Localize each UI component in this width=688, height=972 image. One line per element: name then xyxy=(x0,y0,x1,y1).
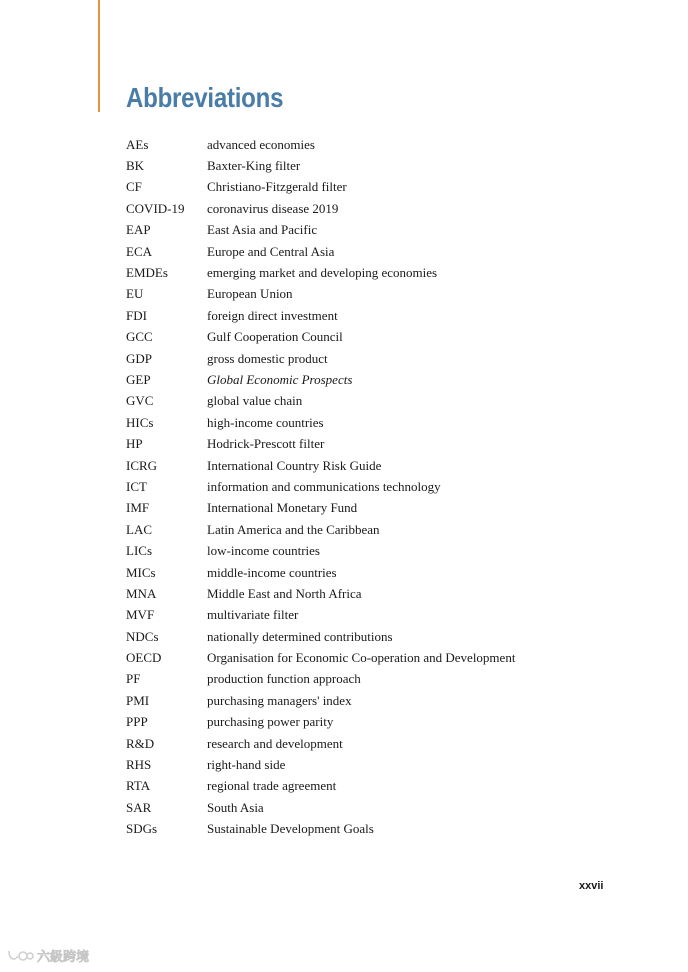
abbreviation-term: HP xyxy=(126,436,143,452)
abbreviation-row xyxy=(126,712,626,733)
abbreviation-row xyxy=(126,583,626,604)
abbreviation-definition: regional trade agreement xyxy=(207,778,337,794)
abbreviation-row xyxy=(126,455,626,476)
abbreviation-definition: middle-income countries xyxy=(207,564,337,580)
abbreviation-definition: Sustainable Development Goals xyxy=(207,821,374,837)
abbreviation-row xyxy=(126,305,626,326)
abbreviation-term: EAP xyxy=(126,222,151,238)
abbreviation-definition: nationally determined contributions xyxy=(207,628,393,644)
abbreviation-row xyxy=(126,284,626,305)
abbreviation-definition: Global Economic Prospects xyxy=(207,371,353,387)
abbreviation-row xyxy=(126,562,626,583)
accent-rule xyxy=(98,0,100,112)
abbreviation-term: AEs xyxy=(126,136,149,152)
abbreviation-term: OECD xyxy=(126,650,162,666)
abbreviation-row xyxy=(126,327,626,348)
abbreviation-term: GVC xyxy=(126,393,154,409)
abbreviation-row xyxy=(126,177,626,198)
abbreviation-definition: global value chain xyxy=(207,393,303,409)
abbreviation-definition: Christiano-Fitzgerald filter xyxy=(207,179,347,195)
abbreviation-term: LICs xyxy=(126,543,152,559)
abbreviation-term: PPP xyxy=(126,714,148,730)
abbreviation-definition: South Asia xyxy=(207,799,264,815)
abbreviation-row xyxy=(126,391,626,412)
abbreviation-row xyxy=(126,647,626,668)
abbreviations-list xyxy=(126,134,626,840)
abbreviation-row xyxy=(126,262,626,283)
abbreviation-row xyxy=(126,498,626,519)
abbreviation-term: CF xyxy=(126,179,142,195)
page-number: xxvii xyxy=(579,880,604,892)
abbreviation-definition: International Country Risk Guide xyxy=(207,457,382,473)
abbreviation-definition: information and communications technology xyxy=(207,478,441,494)
abbreviation-row xyxy=(126,797,626,818)
abbreviation-term: HICs xyxy=(126,414,154,430)
abbreviation-row xyxy=(126,605,626,626)
abbreviation-row xyxy=(126,776,626,797)
abbreviation-term: IMF xyxy=(126,500,150,516)
abbreviation-term: ECA xyxy=(126,243,152,259)
abbreviation-term: GEP xyxy=(126,371,151,387)
abbreviation-definition: purchasing power parity xyxy=(207,714,334,730)
abbreviation-definition: Europe and Central Asia xyxy=(207,243,335,259)
abbreviation-row xyxy=(126,733,626,754)
watermark xyxy=(6,946,89,965)
abbreviation-row xyxy=(126,626,626,647)
abbreviation-row xyxy=(126,134,626,155)
abbreviation-definition: Hodrick-Prescott filter xyxy=(207,436,325,452)
abbreviation-definition: production function approach xyxy=(207,671,361,687)
watermark-logo-icon xyxy=(6,948,34,964)
abbreviation-term: BK xyxy=(126,158,145,174)
abbreviation-definition: Latin America and the Caribbean xyxy=(207,521,380,537)
abbreviation-row xyxy=(126,819,626,840)
abbreviation-definition: coronavirus disease 2019 xyxy=(207,200,339,216)
abbreviation-term: LAC xyxy=(126,521,152,537)
abbreviation-row xyxy=(126,412,626,433)
abbreviation-term: ICRG xyxy=(126,457,158,473)
page-title: Abbreviations xyxy=(126,82,284,113)
abbreviation-definition: European Union xyxy=(207,286,293,302)
abbreviation-term: SDGs xyxy=(126,821,158,837)
abbreviation-definition: emerging market and developing economies xyxy=(207,265,438,281)
abbreviation-row xyxy=(126,754,626,775)
abbreviation-definition: Gulf Cooperation Council xyxy=(207,329,343,345)
abbreviation-row xyxy=(126,669,626,690)
abbreviation-row xyxy=(126,540,626,561)
abbreviation-term: PF xyxy=(126,671,141,687)
abbreviation-row xyxy=(126,220,626,241)
abbreviation-definition: research and development xyxy=(207,735,343,751)
abbreviation-row xyxy=(126,519,626,540)
abbreviation-definition: low-income countries xyxy=(207,543,320,559)
abbreviation-row xyxy=(126,690,626,711)
abbreviation-term: GCC xyxy=(126,329,153,345)
abbreviation-term: COVID-19 xyxy=(126,200,185,216)
abbreviation-definition: advanced economies xyxy=(207,136,315,152)
abbreviation-term: RHS xyxy=(126,757,152,773)
abbreviation-row xyxy=(126,241,626,262)
abbreviation-term: R&D xyxy=(126,735,155,751)
abbreviation-definition: International Monetary Fund xyxy=(207,500,358,516)
abbreviation-row xyxy=(126,369,626,390)
abbreviation-row xyxy=(126,155,626,176)
abbreviation-definition: gross domestic product xyxy=(207,350,328,366)
abbreviation-term: RTA xyxy=(126,778,151,794)
abbreviation-row xyxy=(126,433,626,454)
abbreviation-term: NDCs xyxy=(126,628,159,644)
abbreviation-definition: multivariate filter xyxy=(207,607,299,623)
abbreviation-term: ICT xyxy=(126,478,147,494)
abbreviation-definition: East Asia and Pacific xyxy=(207,222,318,238)
abbreviation-definition: high-income countries xyxy=(207,414,324,430)
abbreviation-term: MNA xyxy=(126,585,157,601)
abbreviation-definition: right-hand side xyxy=(207,757,286,773)
abbreviation-definition: purchasing managers' index xyxy=(207,692,352,708)
abbreviation-term: EMDEs xyxy=(126,265,168,281)
abbreviation-term: PMI xyxy=(126,692,150,708)
abbreviation-term: SAR xyxy=(126,799,152,815)
abbreviation-definition: Baxter-King filter xyxy=(207,158,301,174)
abbreviation-definition: Middle East and North Africa xyxy=(207,585,362,601)
abbreviation-term: GDP xyxy=(126,350,153,366)
abbreviation-row xyxy=(126,198,626,219)
abbreviation-row xyxy=(126,476,626,497)
abbreviation-row xyxy=(126,348,626,369)
abbreviation-definition: foreign direct investment xyxy=(207,307,338,323)
watermark-text: 六級跨境 xyxy=(37,950,90,965)
abbreviation-term: MICs xyxy=(126,564,156,580)
abbreviation-term: MVF xyxy=(126,607,155,623)
abbreviation-definition: Organisation for Economic Co-operation and Development xyxy=(207,650,516,666)
abbreviation-term: EU xyxy=(126,286,144,302)
abbreviation-term: FDI xyxy=(126,307,147,323)
